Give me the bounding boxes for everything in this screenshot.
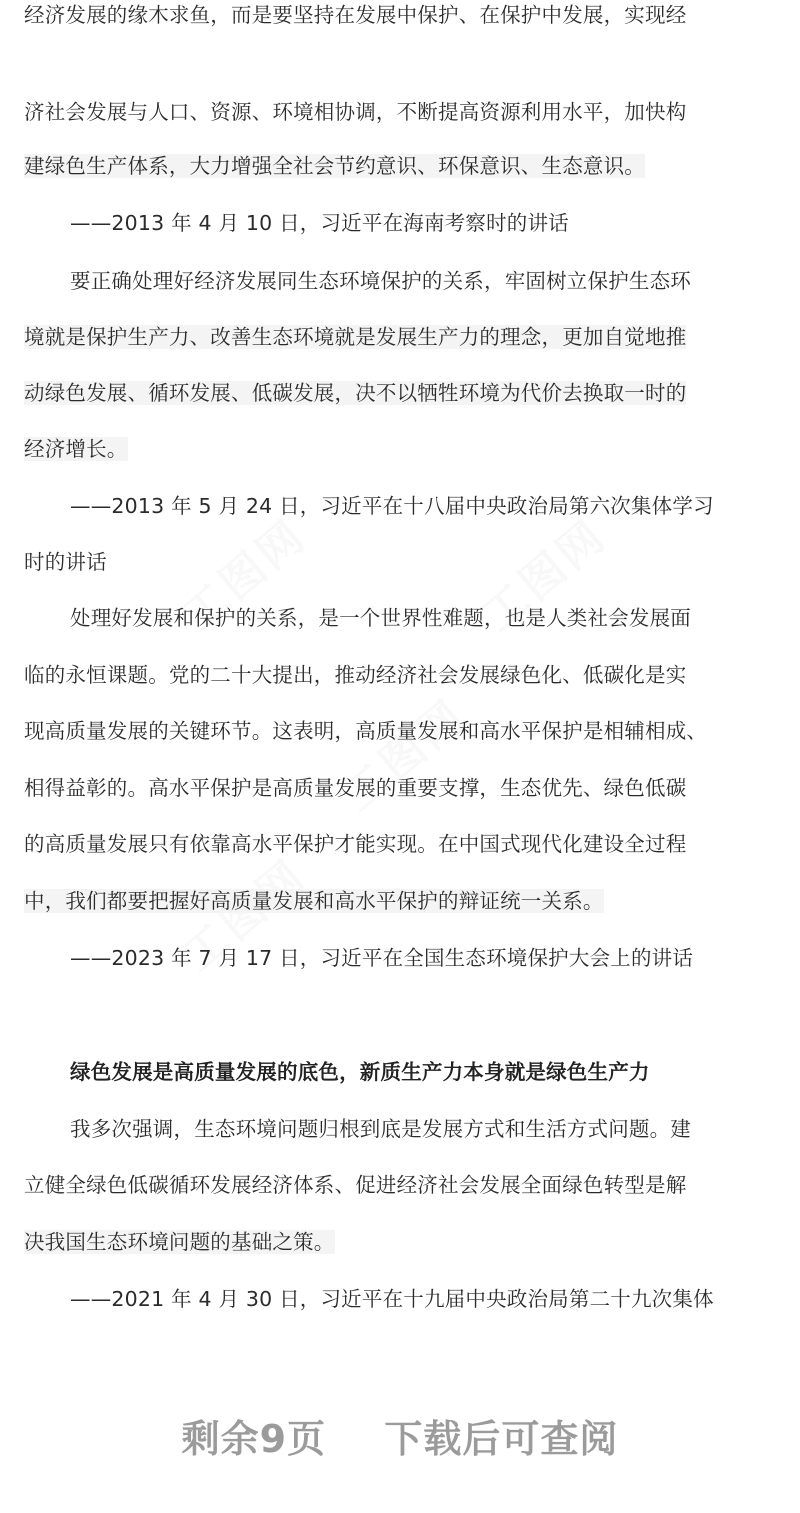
download-prompt[interactable] (0, 1408, 800, 1463)
paragraph-line: 经济增长。 (24, 437, 128, 461)
citation-line: ——2021 年 4 月 30 日，习近平在十九届中央政治局第二十九次集体 (70, 1287, 714, 1311)
citation-line: ——2023 年 7 月 17 日，习近平在全国生态环境保护大会上的讲话 (70, 946, 694, 970)
watermark: 工图网 (333, 689, 477, 822)
watermark: 工图网 (173, 849, 317, 982)
paragraph-line: 相得益彰的。高水平保护是高质量发展的重要支撑，生态优先、绿色低碳 (24, 776, 687, 800)
citation-line: ——2013 年 5 月 24 日，习近平在十八届中央政治局第六次集体学习 (70, 494, 714, 518)
paragraph-line: 决我国生态环境问题的基础之策。 (24, 1230, 335, 1254)
paragraph-line: 的高质量发展只有依靠高水平保护才能实现。在中国式现代化建设全过程 (24, 832, 687, 856)
section-heading: 绿色发展是高质量发展的底色，新质生产力本身就是绿色生产力 (70, 1060, 650, 1084)
paragraph-line: 动绿色发展、循环发展、低碳发展，决不以牺牲环境为代价去换取一时的 (24, 381, 687, 405)
paragraph-line: 要正确处理好经济发展同生态环境保护的关系，牢固树立保护生态环 (70, 269, 691, 293)
paragraph-line: 处理好发展和保护的关系，是一个世界性难题，也是人类社会发展面 (70, 606, 691, 630)
watermark: 工图网 (173, 509, 317, 642)
paragraph-line: 境就是保护生产力、改善生态环境就是发展生产力的理念，更加自觉地推 (24, 325, 687, 349)
download-to-view-label: 下载后可查阅 (384, 1417, 619, 1461)
paragraph-line: 中，我们都要把握好高质量发展和高水平保护的辩证统一关系。 (24, 889, 604, 913)
paragraph-line: 现高质量发展的关键环节。这表明，高质量发展和高水平保护是相辅相成、 (24, 719, 708, 743)
paragraph-line: 临的永恒课题。党的二十大提出，推动经济社会发展绿色化、低碳化是实 (24, 663, 687, 687)
citation-line: ——2013 年 4 月 10 日，习近平在海南考察时的讲话 (70, 211, 569, 235)
paragraph-line: 建绿色生产体系，大力增强全社会节约意识、环保意识、生态意识。 (24, 154, 645, 178)
paragraph-line: 我多次强调，生态环境问题归根到底是发展方式和生活方式问题。建 (70, 1117, 691, 1141)
paragraph-line: 立健全绿色低碳循环发展经济体系、促进经济社会发展全面绿色转型是解 (24, 1173, 687, 1197)
paragraph-line: 经济发展的缘木求鱼，而是要坚持在发展中保护、在保护中发展，实现经 (24, 3, 687, 27)
watermark: 工图网 (473, 509, 617, 642)
citation-line: 时的讲话 (24, 550, 107, 574)
paragraph-line: 济社会发展与人口、资源、环境相协调，不断提高资源利用水平，加快构 (24, 100, 687, 124)
remaining-pages-label: 剩余9页 (181, 1417, 327, 1461)
